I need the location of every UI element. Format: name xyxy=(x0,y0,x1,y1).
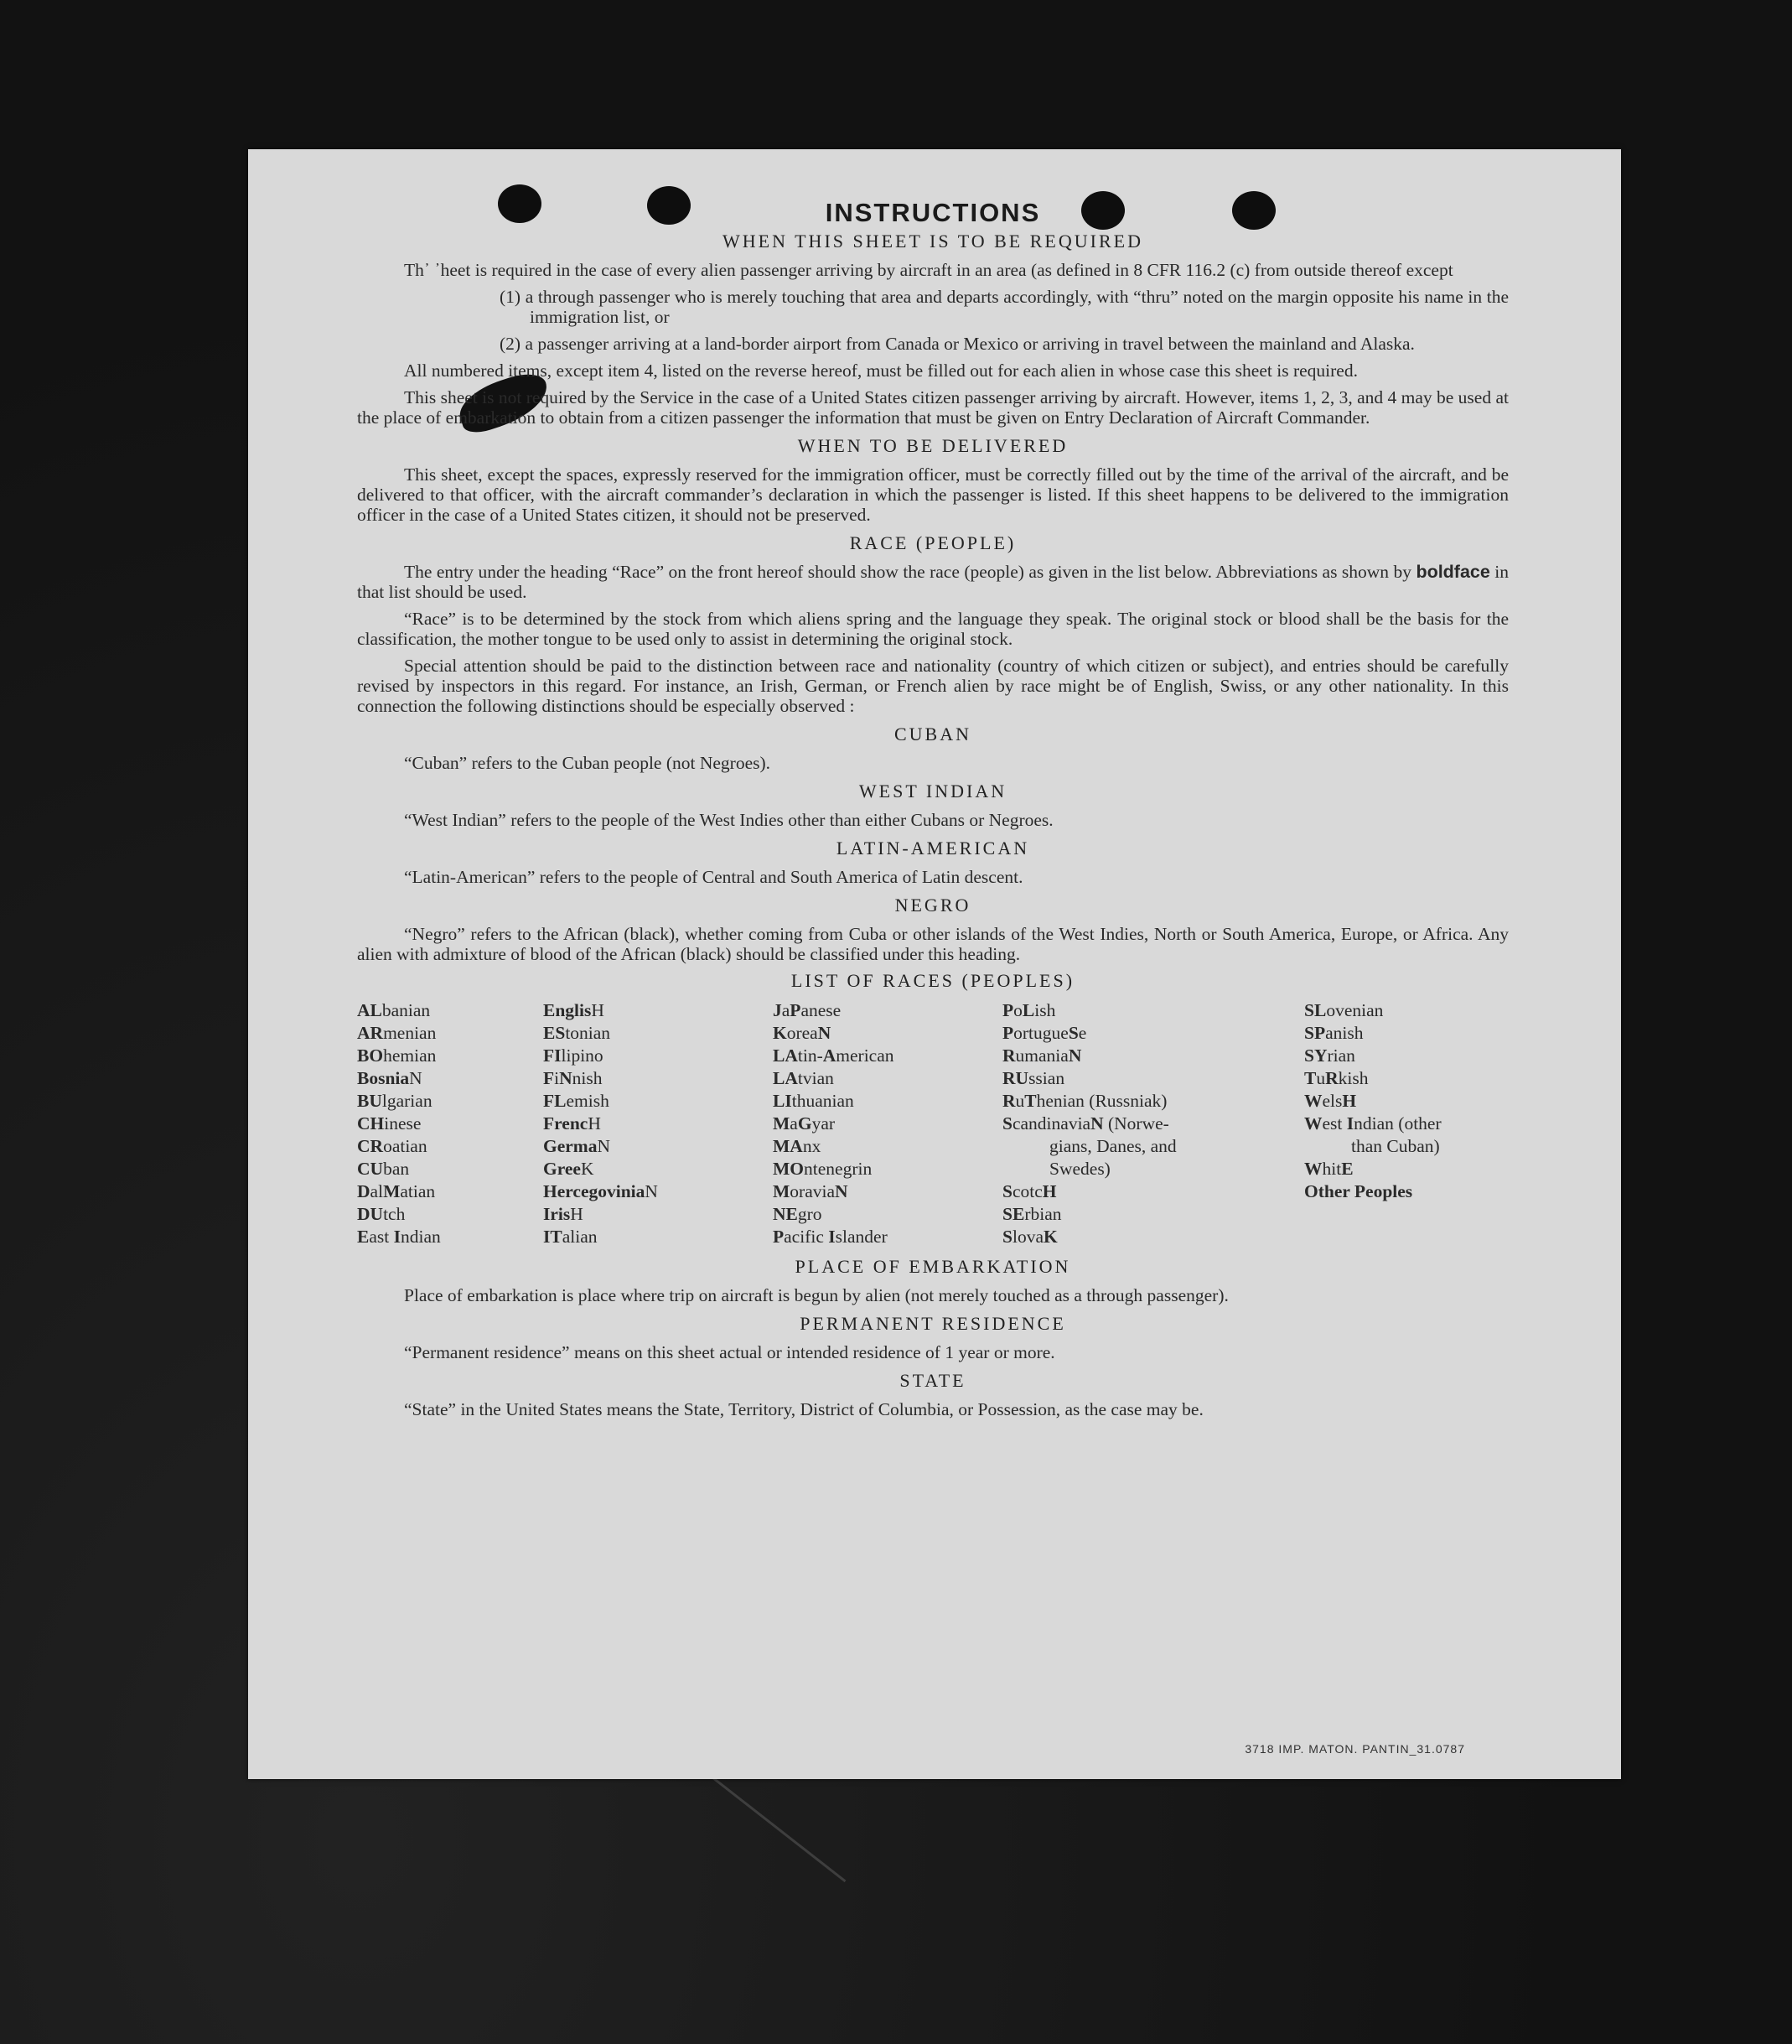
race-abbrev: AL xyxy=(357,1000,382,1020)
race-text: K xyxy=(580,1159,594,1179)
section-heading: STATE xyxy=(899,1370,966,1391)
race-abbrev: AR xyxy=(357,1023,384,1043)
paragraph-text: in that list should be used. xyxy=(357,562,1510,602)
race-text: orea xyxy=(786,1023,818,1043)
section-heading: RACE (PEOPLE) xyxy=(849,532,1017,553)
race-entry xyxy=(1002,1045,1304,1067)
race-entry xyxy=(543,1158,773,1180)
race-text: u xyxy=(1316,1068,1326,1088)
race-abbrev: LA xyxy=(773,1045,798,1066)
race-text: tin- xyxy=(797,1045,823,1066)
race-text: a xyxy=(790,1113,798,1134)
race-abbrev: S xyxy=(1002,1113,1013,1134)
race-abbrev: P xyxy=(790,1000,801,1020)
race-abbrev: CH xyxy=(357,1113,385,1134)
paragraph: “Negro” refers to the African (black), whether coming from Cuba or other islands of the West Indies, North or South America, Europe, or Africa. Any alien with admixture of blood of the African (black) should be classified under this heading. xyxy=(357,924,1509,964)
section-heading: LATIN-AMERICAN xyxy=(836,838,1030,859)
race-entry xyxy=(773,999,1002,1022)
race-abbrev: E xyxy=(357,1227,370,1247)
race-entry xyxy=(773,1022,1002,1045)
race-abbrev: N xyxy=(559,1068,572,1088)
race-text: inese xyxy=(384,1113,422,1134)
race-abbrev: W xyxy=(1304,1113,1323,1134)
race-entry xyxy=(357,1022,543,1045)
race-entry xyxy=(357,1113,543,1135)
race-abbrev: Bosnia xyxy=(357,1068,410,1088)
race-abbrev: Germa xyxy=(543,1136,598,1156)
page-title: INSTRUCTIONS xyxy=(825,198,1041,227)
race-abbrev: M xyxy=(773,1113,790,1134)
race-entry xyxy=(1002,1067,1304,1090)
race-abbrev: FL xyxy=(543,1091,567,1111)
race-abbrev: P xyxy=(773,1227,785,1247)
race-text: ish xyxy=(1034,1000,1056,1020)
race-abbrev: W xyxy=(1304,1159,1323,1179)
race-text: tvian xyxy=(797,1068,834,1088)
race-abbrev: Iris xyxy=(543,1204,571,1224)
race-abbrev: NE xyxy=(773,1204,798,1224)
race-abbrev: I xyxy=(393,1227,401,1247)
paragraph: All numbered items, except item 4, listed on the reverse hereof, must be filled out for each alien in whose case this sheet is required. xyxy=(404,361,1358,381)
race-abbrev: J xyxy=(773,1000,782,1020)
race-abbrev: I xyxy=(1346,1113,1354,1134)
race-entry xyxy=(357,1067,543,1090)
race-entry xyxy=(773,1180,1002,1203)
race-entry xyxy=(773,1113,1002,1135)
race-entry xyxy=(1304,1022,1509,1045)
race-entry xyxy=(357,1203,543,1226)
race-entry xyxy=(357,1180,543,1203)
race-text: lova xyxy=(1012,1227,1044,1247)
race-abbrev: IT xyxy=(543,1227,562,1247)
race-text: banian xyxy=(381,1000,431,1020)
race-text: H xyxy=(570,1204,583,1224)
race-text: a xyxy=(781,1000,790,1020)
race-text: oatian xyxy=(383,1136,427,1156)
race-entry xyxy=(357,999,543,1022)
race-entry xyxy=(773,1158,1002,1180)
race-abbrev: S xyxy=(1068,1023,1079,1043)
race-text: than Cuban) xyxy=(1351,1136,1440,1156)
race-abbrev: M xyxy=(383,1181,401,1201)
race-entry xyxy=(543,999,773,1022)
race-abbrev: MA xyxy=(773,1136,803,1156)
race-abbrev: Other Peoples xyxy=(1304,1181,1413,1201)
race-text: ban xyxy=(383,1159,410,1179)
race-abbrev: SL xyxy=(1304,1000,1327,1020)
race-text: umania xyxy=(1015,1045,1069,1066)
races-column xyxy=(1304,999,1509,1248)
list-item: (1) a through passenger who is merely touching that area and departs accordingly, with “thru” noted on the margin opposite his name in the immigration list, or xyxy=(500,287,1509,327)
paragraph: “Cuban” refers to the Cuban people (not Negroes). xyxy=(404,753,771,773)
race-text: gians, Danes, and xyxy=(1049,1136,1177,1156)
print-code: 3718 IMP. MATON. PANTIN_31.0787 xyxy=(1245,1742,1465,1756)
race-abbrev: T xyxy=(1304,1068,1317,1088)
race-entry xyxy=(1304,1090,1509,1113)
race-abbrev: E xyxy=(1341,1159,1354,1179)
race-entry xyxy=(543,1045,773,1067)
race-text: ast xyxy=(369,1227,394,1247)
race-abbrev: N xyxy=(1090,1113,1104,1134)
race-abbrev: R xyxy=(1325,1068,1339,1088)
race-abbrev: Hercegovinia xyxy=(543,1181,645,1201)
race-text: menian xyxy=(383,1023,437,1043)
race-abbrev: A xyxy=(822,1045,836,1066)
race-abbrev: K xyxy=(773,1023,787,1043)
race-text: est xyxy=(1322,1113,1347,1134)
race-text: e xyxy=(1078,1023,1087,1043)
race-text: tonian xyxy=(565,1023,611,1043)
race-abbrev: SY xyxy=(1304,1045,1328,1066)
race-text: H xyxy=(591,1000,604,1020)
race-abbrev: R xyxy=(1002,1045,1016,1066)
race-text: ortugue xyxy=(1013,1023,1069,1043)
race-entry xyxy=(1304,1135,1509,1158)
race-text: gro xyxy=(797,1204,822,1224)
race-text: Swedes) xyxy=(1049,1159,1111,1179)
race-entry xyxy=(543,1113,773,1135)
paragraph: “Latin-American” refers to the people of Central and South America of Latin descent. xyxy=(404,867,1023,887)
section-heading: WEST INDIAN xyxy=(858,781,1007,802)
race-abbrev: N xyxy=(835,1181,848,1201)
race-abbrev: CU xyxy=(357,1159,384,1179)
race-text: ndian xyxy=(400,1227,441,1247)
race-abbrev: S xyxy=(1002,1227,1013,1247)
race-abbrev: H xyxy=(1042,1181,1057,1201)
race-abbrev: W xyxy=(1304,1091,1323,1111)
race-text: slander xyxy=(835,1227,888,1247)
race-entry xyxy=(543,1067,773,1090)
race-abbrev: P xyxy=(1002,1000,1014,1020)
race-text: H xyxy=(588,1113,601,1134)
race-text: N xyxy=(597,1136,610,1156)
race-text: u xyxy=(1015,1091,1025,1111)
race-text: merican xyxy=(836,1045,894,1066)
race-abbrev: Gree xyxy=(543,1159,581,1179)
race-text: (Norwe- xyxy=(1103,1113,1169,1134)
paragraph-text: The entry under the heading “Race” on the front hereof should show the race (people) as given in the list below. Abbreviations as shown by xyxy=(404,562,1411,582)
race-entry xyxy=(543,1203,773,1226)
paragraph: Place of embarkation is place where trip on aircraft is begun by alien (not merely touched as a through passenger). xyxy=(404,1285,1229,1305)
race-text: lipino xyxy=(561,1045,603,1066)
section-heading: LIST OF RACES (PEOPLES) xyxy=(790,970,1075,991)
race-text: ssian xyxy=(1028,1068,1065,1088)
paragraph: Special attention should be paid to the distinction between race and nationality (country of which citizen or subject), and entries should be carefully revised by inspectors in this regard. For instance, an Irish, German, or French alien by race might be of English, Swiss, or any other nationality. In this connection the following distinctions should be especially observed : xyxy=(357,656,1509,716)
race-abbrev: K xyxy=(1044,1227,1058,1247)
race-abbrev: BU xyxy=(357,1091,382,1111)
race-abbrev: LI xyxy=(773,1091,792,1111)
race-abbrev: N xyxy=(817,1023,831,1043)
section-heading: CUBAN xyxy=(893,724,971,744)
race-entry xyxy=(1304,1158,1509,1180)
race-text: hemian xyxy=(383,1045,437,1066)
race-text: ntenegrin xyxy=(804,1159,873,1179)
race-abbrev: SP xyxy=(1304,1023,1326,1043)
race-abbrev: CR xyxy=(357,1136,384,1156)
race-abbrev: N xyxy=(1068,1045,1082,1066)
race-abbrev: LA xyxy=(773,1068,798,1088)
race-abbrev: MO xyxy=(773,1159,805,1179)
race-text: lgarian xyxy=(381,1091,432,1111)
race-abbrev: D xyxy=(357,1181,370,1201)
race-entry xyxy=(1002,1113,1304,1135)
races-column xyxy=(357,999,543,1248)
race-text: tch xyxy=(383,1204,406,1224)
race-text: emish xyxy=(566,1091,609,1111)
race-entry xyxy=(773,1090,1002,1113)
paragraph: This sheet, except the spaces, expressly reserved for the immigration officer, must be correctly filled out by the time of the arrival of the aircraft, and be delivered to that officer, with the aircraft commander’s declaration in which the passenger is listed. If this sheet happens to be delivered to the immigration officer in the case of a United States citizen, it should not be preserved. xyxy=(357,464,1509,525)
race-text: oravia xyxy=(790,1181,836,1201)
paragraph: “State” in the United States means the State, Territory, District of Columbia, or Possession, as the case may be. xyxy=(404,1399,1204,1419)
race-abbrev: Frenc xyxy=(543,1113,588,1134)
race-text: candinavia xyxy=(1012,1113,1091,1134)
race-text: cotc xyxy=(1012,1181,1043,1201)
paragraph xyxy=(357,562,1509,602)
race-entry xyxy=(357,1135,543,1158)
race-entry xyxy=(543,1180,773,1203)
race-text: yar xyxy=(811,1113,836,1134)
section-heading: PERMANENT RESIDENCE xyxy=(800,1313,1066,1334)
race-text: henian (Russniak) xyxy=(1036,1091,1168,1111)
races-list xyxy=(357,999,1509,1248)
race-text: acific xyxy=(784,1227,829,1247)
race-text: ovenian xyxy=(1326,1000,1384,1020)
race-entry xyxy=(1002,999,1304,1022)
race-text: atian xyxy=(400,1181,436,1201)
race-entry xyxy=(1002,1135,1304,1158)
race-text: al xyxy=(370,1181,384,1201)
race-text: o xyxy=(1013,1000,1023,1020)
race-abbrev: L xyxy=(1022,1000,1035,1020)
race-entry xyxy=(543,1090,773,1113)
race-abbrev: R xyxy=(1002,1091,1016,1111)
race-text: N xyxy=(409,1068,422,1088)
races-column xyxy=(1002,999,1304,1248)
paragraph: This sheet is not required by the Service in the case of a United States citizen passenger arriving by aircraft. However, items 1, 2, 3, and 4 may be used at the place of embarkation to obtain from a citizen passenger the information that must be given on Entry Declaration of Aircraft Commander. xyxy=(357,387,1509,428)
race-text: i xyxy=(554,1068,560,1088)
race-text: alian xyxy=(562,1227,598,1247)
race-abbrev: T xyxy=(1024,1091,1037,1111)
race-abbrev: H xyxy=(1342,1091,1357,1111)
race-entry xyxy=(1002,1090,1304,1113)
race-entry xyxy=(1304,1113,1509,1135)
race-entry xyxy=(543,1135,773,1158)
race-text: nx xyxy=(802,1136,821,1156)
section-heading: NEGRO xyxy=(894,895,971,916)
race-entry xyxy=(543,1022,773,1045)
race-text: ndian (other xyxy=(1354,1113,1442,1134)
race-abbrev: S xyxy=(1002,1181,1013,1201)
paragraph: “West Indian” refers to the people of the West Indies other than either Cubans or Negroes. xyxy=(404,810,1054,830)
race-text: rbian xyxy=(1024,1204,1062,1224)
race-entry xyxy=(773,1045,1002,1067)
race-abbrev: RU xyxy=(1002,1068,1029,1088)
race-entry xyxy=(1002,1180,1304,1203)
races-column xyxy=(543,999,773,1248)
race-entry xyxy=(1304,1180,1509,1203)
section-heading: WHEN THIS SHEET IS TO BE REQUIRED xyxy=(722,231,1143,252)
race-text: anese xyxy=(800,1000,842,1020)
race-entry xyxy=(543,1226,773,1248)
list-item: (2) a passenger arriving at a land-border airport from Canada or Mexico or arriving in travel between the mainland and Alaska. xyxy=(500,334,1415,354)
race-text: thuanian xyxy=(791,1091,854,1111)
race-abbrev: BO xyxy=(357,1045,384,1066)
race-entry xyxy=(773,1135,1002,1158)
race-entry xyxy=(1002,1158,1304,1180)
race-text: hit xyxy=(1322,1159,1342,1179)
race-text: N xyxy=(645,1181,658,1201)
race-entry xyxy=(773,1203,1002,1226)
race-text: els xyxy=(1322,1091,1343,1111)
race-entry xyxy=(1002,1226,1304,1248)
races-column xyxy=(773,999,1002,1248)
race-entry xyxy=(773,1226,1002,1248)
race-abbrev: SE xyxy=(1002,1204,1025,1224)
paragraph: “Permanent residence” means on this sheet actual or intended residence of 1 year or more. xyxy=(404,1342,1055,1362)
race-text: kish xyxy=(1338,1068,1369,1088)
race-abbrev: FI xyxy=(543,1045,562,1066)
race-entry xyxy=(1304,1067,1509,1090)
race-entry xyxy=(1304,999,1509,1022)
section-heading: WHEN TO BE DELIVERED xyxy=(797,435,1069,456)
race-entry xyxy=(357,1090,543,1113)
race-abbrev: M xyxy=(773,1181,790,1201)
race-entry xyxy=(1002,1022,1304,1045)
race-entry xyxy=(357,1045,543,1067)
race-abbrev: ES xyxy=(543,1023,566,1043)
race-entry xyxy=(1002,1203,1304,1226)
race-entry xyxy=(1304,1045,1509,1067)
boldface-word: boldface xyxy=(1416,562,1490,582)
race-abbrev: P xyxy=(1002,1023,1014,1043)
paragraph: “Race” is to be determined by the stock from which aliens spring and the language they speak. The original stock or blood shall be the basis for the classification, the mother tongue to be used only to assist in determining the original stock. xyxy=(357,609,1509,649)
document-body xyxy=(357,198,1509,1426)
race-abbrev: I xyxy=(828,1227,836,1247)
instruction-sheet xyxy=(248,149,1621,1779)
race-abbrev: DU xyxy=(357,1204,384,1224)
race-text: nish xyxy=(572,1068,603,1088)
paragraph: Th᾿ ᾿heet is required in the case of every alien passenger arriving by aircraft in an area (as defined in 8 CFR 116.2 (c) from outside thereof except xyxy=(404,260,1453,280)
race-abbrev: G xyxy=(797,1113,812,1134)
race-abbrev: Englis xyxy=(543,1000,592,1020)
race-entry xyxy=(357,1158,543,1180)
section-heading: PLACE OF EMBARKATION xyxy=(795,1256,1071,1277)
race-text: rian xyxy=(1327,1045,1355,1066)
race-text: anish xyxy=(1325,1023,1364,1043)
race-entry xyxy=(357,1226,543,1248)
race-abbrev: F xyxy=(543,1068,555,1088)
race-entry xyxy=(773,1067,1002,1090)
